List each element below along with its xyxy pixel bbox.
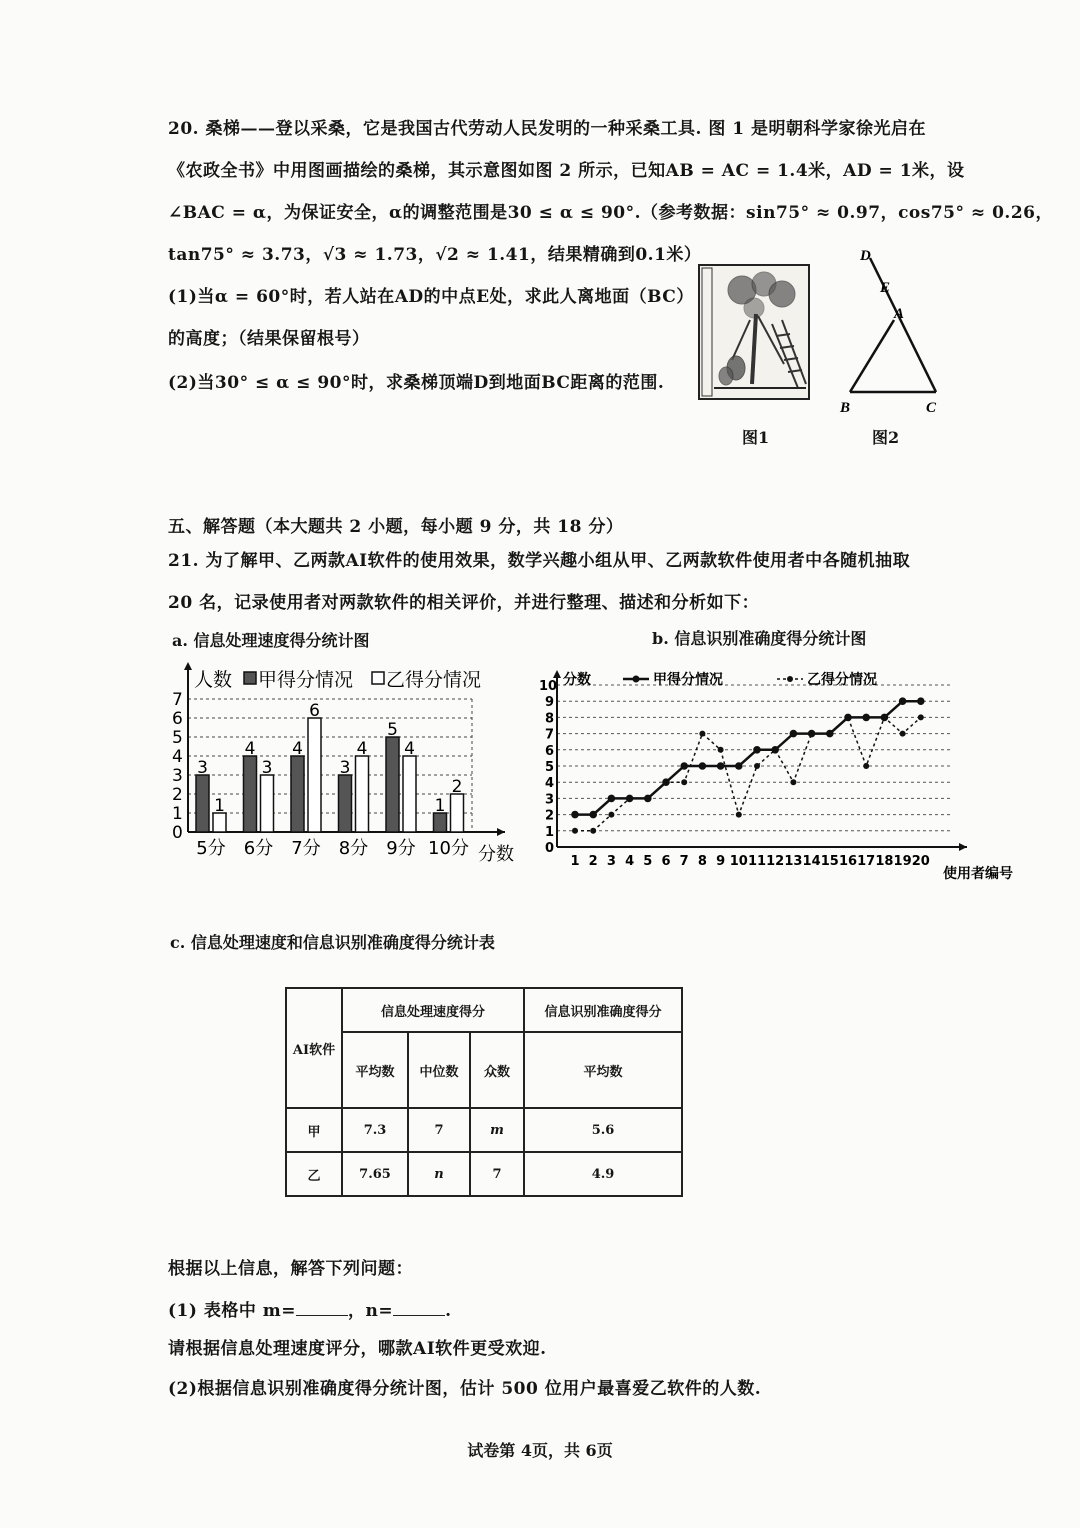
score-table: [285, 987, 683, 1197]
table-sub-median: 中位数: [408, 1032, 470, 1108]
answer-blank-n[interactable]: [393, 1301, 445, 1316]
table-cell-name: 甲: [286, 1108, 342, 1152]
x-tick-label: 14: [802, 854, 821, 869]
bar-label-yi: 2: [451, 777, 463, 797]
point-jia: [808, 730, 816, 738]
x-tick-label: 15: [820, 854, 839, 869]
point-yi: [699, 731, 705, 737]
x-tick-label: 10分: [428, 838, 469, 859]
label-a: A: [894, 306, 905, 322]
point-yi: [572, 828, 578, 834]
y-tick-label: 4: [172, 747, 183, 767]
legend-swatch-yi: [372, 672, 384, 684]
point-jia: [680, 762, 688, 770]
bar-label-jia: 1: [434, 796, 446, 816]
point-jia: [862, 714, 870, 722]
point-jia: [662, 778, 670, 786]
x-axis-arrow: [959, 843, 967, 851]
x-tick-label: 5: [643, 854, 653, 869]
table-cell-mean: 7.65: [342, 1152, 408, 1196]
q20-line-7: (2)当30° ≤ α ≤ 90°时，求桑梯顶端D到地面BC距离的范围.: [168, 373, 665, 393]
y-tick-label: 1: [545, 824, 555, 840]
figure-2-diagram: [830, 240, 950, 420]
y-tick-label: 7: [172, 690, 183, 710]
q1-prefix: (1) 表格中 m=: [168, 1301, 296, 1321]
point-jia: [844, 714, 852, 722]
chart-a-title: a. 信息处理速度得分统计图: [172, 631, 370, 650]
series-line-yi: [575, 717, 921, 830]
y-tick-label: 0: [545, 841, 555, 856]
table-sub-mean: 平均数: [342, 1032, 408, 1108]
x-tick-label: 8: [697, 854, 707, 869]
bar-yi: [403, 756, 416, 832]
figure-2-caption: 图2: [872, 428, 900, 447]
q20-line-3: ∠BAC = α，为保证安全，α的调整范围是30 ≤ α ≤ 90°.（参考数据：sin75° ≈ 0.97，cos75° ≈ 0.26，: [168, 203, 1053, 223]
point-yi: [863, 763, 869, 769]
point-yi: [718, 747, 724, 753]
chart-b-line: [535, 660, 1035, 885]
bar-jia: [386, 737, 399, 832]
point-jia: [626, 795, 634, 803]
y-tick-label: 3: [172, 766, 183, 786]
bar-yi: [261, 775, 274, 832]
questions-intro: 根据以上信息，解答下列问题：: [168, 1259, 413, 1279]
figure-1-illustration: [698, 264, 810, 400]
bar-yi: [356, 756, 369, 832]
label-b: B: [840, 400, 851, 416]
q21-line-1: 21. 为了解甲、乙两款AI软件的使用效果，数学兴趣小组从甲、乙两款软件使用者中各随机抽取: [168, 551, 911, 571]
page-footer: 试卷第 4页，共 6页: [467, 1441, 613, 1460]
legend-label-yi: 乙得分情况: [386, 669, 482, 691]
q1-end: .: [445, 1301, 452, 1321]
q20-line-4: tan75° ≈ 3.73，√3 ≈ 1.73，√2 ≈ 1.41，结果精确到0.1米）: [168, 245, 702, 265]
table-cell-median: 7: [408, 1108, 470, 1152]
y-axis-arrow: [184, 662, 192, 670]
segment-ab: [850, 320, 894, 392]
bar-jia: [339, 775, 352, 832]
y-axis-arrow: [553, 670, 561, 678]
y-axis-label: 分数: [563, 672, 591, 688]
table-row: [286, 1152, 682, 1196]
point-yi: [900, 731, 906, 737]
point-jia: [899, 697, 907, 705]
q20-line-5: (1)当α = 60°时，若人站在AD的中点E处，求此人离地面（BC）: [168, 287, 694, 307]
y-tick-label: 7: [545, 727, 555, 743]
x-tick-label: 9: [716, 854, 726, 869]
y-tick-label: 8: [545, 711, 555, 727]
bar-label-jia: 3: [197, 758, 208, 778]
bar-label-jia: 3: [339, 758, 351, 778]
y-tick-label: 9: [545, 695, 555, 711]
point-jia: [790, 730, 798, 738]
q20-line-6: 的高度；（结果保留根号）: [168, 329, 370, 349]
x-tick-label: 6分: [243, 838, 274, 859]
x-tick-label: 5分: [196, 838, 226, 859]
point-yi: [681, 779, 687, 785]
y-tick-label: 2: [545, 808, 555, 824]
point-yi: [918, 714, 924, 720]
legend-label-yi: 乙得分情况: [807, 672, 877, 688]
bar-label-jia: 5: [387, 720, 398, 740]
section-5-header: 五、解答题（本大题共 2 小题，每小题 9 分，共 18 分）: [168, 517, 624, 537]
q20-line-1: 20. 桑梯——登以采桑，它是我国古代劳动人民发明的一种采桑工具. 图 1 是明朝科学家徐光启在: [168, 119, 926, 139]
point-jia: [571, 811, 579, 819]
question-2: (2)根据信息识别准确度得分统计图，估计 500 位用户最喜爱乙软件的人数.: [168, 1379, 762, 1399]
bar-label-yi: 6: [309, 701, 320, 721]
x-tick-label: 16: [838, 854, 858, 869]
table-corner: AI软件: [286, 988, 342, 1108]
y-tick-label: 2: [172, 785, 183, 805]
bar-yi: [451, 794, 464, 832]
legend-label-jia: 甲得分情况: [653, 672, 723, 688]
x-tick-label: 18: [875, 854, 894, 869]
point-yi: [790, 779, 796, 785]
bar-jia: [196, 775, 209, 832]
label-c: C: [926, 400, 937, 416]
table-cell-name: 乙: [286, 1152, 342, 1196]
x-tick-label: 2: [588, 854, 598, 869]
table-group-accuracy: 信息识别准确度得分: [524, 988, 682, 1032]
table-cell-median: n: [408, 1152, 470, 1196]
point-jia: [917, 697, 925, 705]
point-jia: [735, 762, 743, 770]
y-axis-label: 人数: [194, 669, 233, 691]
x-axis-arrow: [497, 828, 505, 836]
bar-jia: [291, 756, 304, 832]
bar-label-jia: 4: [292, 739, 303, 759]
bar-yi: [308, 718, 321, 832]
legend-label-jia: 甲得分情况: [258, 669, 354, 691]
x-tick-label: 6: [661, 854, 671, 869]
question-1b: 请根据信息处理速度评分，哪款AI软件更受欢迎.: [168, 1339, 547, 1359]
y-tick-label: 10: [539, 679, 558, 694]
table-sub-mode: 众数: [470, 1032, 524, 1108]
y-tick-label: 3: [545, 792, 555, 808]
point-yi: [736, 812, 742, 818]
y-tick-label: 5: [172, 728, 183, 748]
label-d: D: [860, 248, 871, 264]
point-jia: [753, 746, 761, 754]
bar-label-yi: 3: [261, 758, 273, 778]
y-tick-label: 4: [545, 776, 555, 792]
x-tick-label: 3: [606, 854, 616, 869]
x-tick-label: 9分: [386, 838, 416, 859]
y-tick-label: 1: [172, 804, 183, 824]
q20-line-2: 《农政全书》中用图画描绘的桑梯，其示意图如图 2 所示，已知AB = AC = 1.4米，AD = 1米，设: [168, 161, 965, 181]
point-jia: [699, 762, 707, 770]
bar-label-jia: 4: [244, 739, 256, 759]
x-tick-label: 17: [857, 854, 876, 869]
table-cell-acc: 4.9: [524, 1152, 682, 1196]
point-yi: [608, 812, 614, 818]
point-yi: [754, 763, 760, 769]
x-tick-label: 13: [784, 854, 803, 869]
segment-dc: [870, 258, 936, 392]
table-row: [286, 1108, 682, 1152]
x-tick-label: 19: [893, 854, 912, 869]
x-axis-label: 使用者编号: [943, 866, 1013, 882]
label-e: E: [880, 280, 891, 296]
chart-b-title: b. 信息识别准确度得分统计图: [652, 629, 867, 648]
y-tick-label: 5: [545, 760, 555, 775]
table-sub-acc-mean: 平均数: [524, 1032, 682, 1108]
table-cell-mode: 7: [470, 1152, 524, 1196]
legend-marker-jia: [633, 676, 640, 683]
bar-label-yi: 4: [404, 739, 415, 759]
bar-jia: [244, 756, 257, 832]
table-cell-acc: 5.6: [524, 1108, 682, 1152]
legend-swatch-jia: [244, 672, 256, 684]
legend-marker-yi: [787, 676, 793, 682]
chart-a-bar: [160, 660, 530, 870]
x-tick-label: 20: [911, 854, 930, 869]
q1-mid: ，n=: [347, 1301, 394, 1321]
x-axis-label: 分数: [478, 844, 514, 865]
point-jia: [589, 811, 597, 819]
point-jia: [644, 795, 652, 803]
x-tick-label: 11: [747, 854, 767, 869]
bar-label-yi: 4: [356, 739, 368, 759]
x-tick-label: 7分: [291, 838, 321, 859]
point-jia: [717, 762, 725, 770]
point-jia: [826, 730, 834, 738]
y-tick-label: 6: [172, 709, 183, 729]
table-cell-mode: m: [470, 1108, 524, 1152]
question-1: [168, 1296, 452, 1321]
y-tick-label: 6: [545, 743, 555, 759]
point-jia: [608, 795, 616, 803]
q21-line-2: 20 名，记录使用者对两款软件的相关评价，并进行整理、描述和分析如下：: [168, 593, 760, 613]
x-tick-label: 12: [766, 854, 785, 869]
x-tick-label: 10: [729, 854, 748, 869]
x-tick-label: 7: [679, 854, 689, 869]
table-cell-mean: 7.3: [342, 1108, 408, 1152]
bar-label-yi: 1: [214, 796, 225, 816]
answer-blank-m[interactable]: [296, 1301, 348, 1316]
table-group-speed: 信息处理速度得分: [342, 988, 524, 1032]
x-tick-label: 8分: [338, 838, 369, 859]
table-title: c. 信息处理速度和信息识别准确度得分统计表: [170, 933, 495, 952]
point-jia: [771, 746, 779, 754]
figure-1-caption: 图1: [742, 428, 770, 447]
x-tick-label: 4: [625, 854, 635, 869]
y-tick-label: 0: [172, 823, 183, 843]
x-tick-label: 1: [570, 854, 580, 869]
point-yi: [590, 828, 596, 834]
point-jia: [881, 714, 889, 722]
